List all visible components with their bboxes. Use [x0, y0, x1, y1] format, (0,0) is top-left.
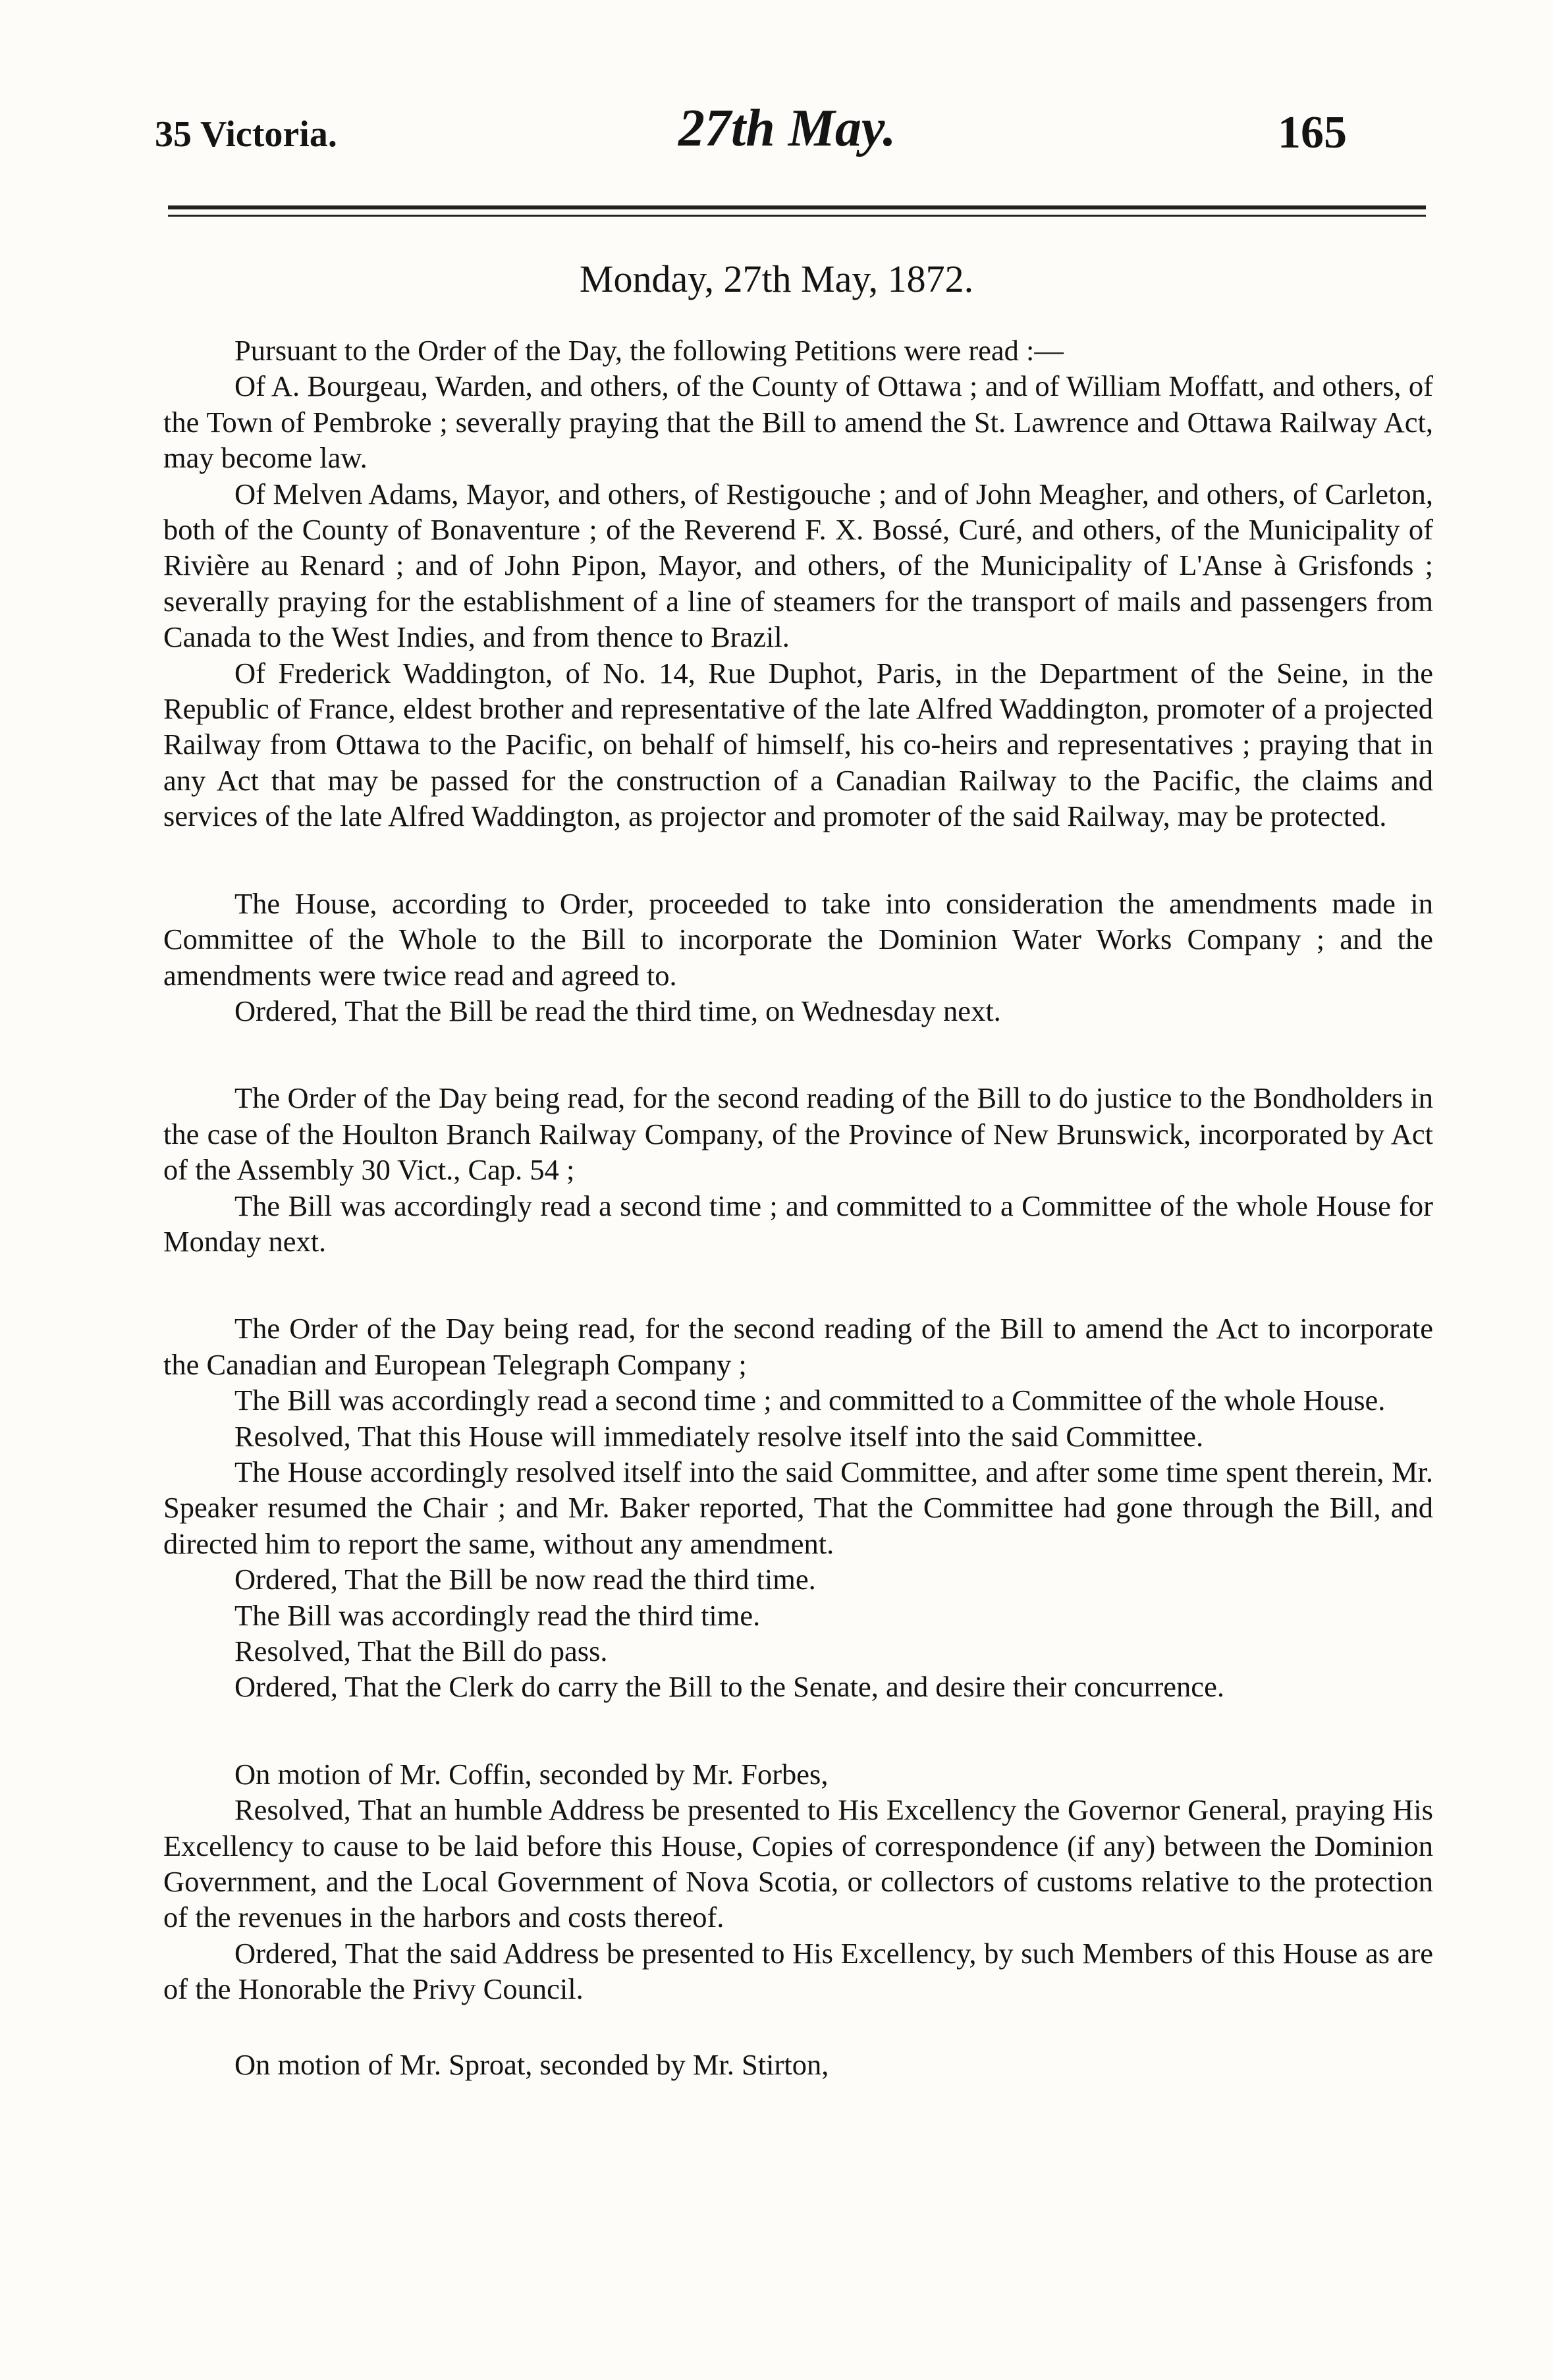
page-number: 165	[1278, 107, 1347, 158]
order-paragraph: Ordered, That the Bill be now read the third time.	[234, 1563, 816, 1596]
proceeding-paragraph: The House accordingly resolved itself into the said Committee, and after some time spent therein, Mr. Speaker resumed the Chair ; and Mr. Baker reported, That the Committee had gone through the Bill, and directed him to report the same, without any amendment.	[163, 1455, 1433, 1560]
proceeding-paragraph: The Bill was accordingly read a second time ; and committed to a Committee of the whole House for Monday next.	[163, 1189, 1433, 1258]
petitions-intro: Pursuant to the Order of the Day, the following Petitions were read :—	[234, 334, 1064, 367]
petition-paragraph: Of A. Bourgeau, Warden, and others, of the County of Ottawa ; and of William Moffatt, and others, of the Town of Pembroke ; severally praying that the Bill to amend the St. Lawrence and Ottawa Railway Act, may become law.	[163, 369, 1433, 475]
header-rule-thin	[168, 215, 1426, 217]
motion-paragraph: On motion of Mr. Coffin, seconded by Mr. Forbes,	[234, 1757, 829, 1791]
petition-paragraph: Of Frederick Waddington, of No. 14, Rue Duphot, Paris, in the Department of the Seine, in the Republic of France, eldest brother and representative of the late Alfred Waddington, promoter of a projected Railway from Ottawa to the Pacific, on behalf of himself, his co-heirs and representatives ; praying that in any Act that may be passed for the construction of a Canadian Railway to the Pacific, the claims and services of the late Alfred Waddington, as projector and promoter of the said Railway, may be protected.	[163, 656, 1433, 833]
header-rule	[168, 205, 1426, 209]
journal-body	[163, 333, 1433, 2082]
proceeding-paragraph: The Bill was accordingly read the third time.	[234, 1598, 761, 1632]
resolution-paragraph: Resolved, That this House will immediately resolve itself into the said Committee.	[234, 1419, 1204, 1453]
regnal-year: 35 Victoria.	[155, 114, 337, 155]
resolution-paragraph: Resolved, That the Bill do pass.	[234, 1635, 608, 1667]
resolution-paragraph: Resolved, That an humble Address be presented to His Excellency the Governor General, praying His Excellency to cause to be laid before this House, Copies of correspondence (if any) between the Dominion Government, and the Local Government of Nova Scotia, or collectors of customs relative to the protection of the revenues in the harbors and costs thereof.	[163, 1793, 1433, 1934]
proceeding-paragraph: The Order of the Day being read, for the second reading of the Bill to amend the Act to incorporate the Canadian and European Telegraph Company ;	[163, 1312, 1433, 1381]
motion-paragraph: On motion of Mr. Sproat, seconded by Mr. Stirton,	[234, 2047, 829, 2081]
order-paragraph: Ordered, That the Clerk do carry the Bill to the Senate, and desire their concurrence.	[234, 1670, 1224, 1704]
petition-paragraph: Of Melven Adams, Mayor, and others, of Restigouche ; and of John Meagher, and others, of Carleton, both of the County of Bonaventure ; of the Reverend F. X. Bossé, Curé, and others, of the Municipality of Rivière au Renard ; and of John Pipon, Mayor, and others, of the Municipality of L'Anse à Grisfonds ; severally praying for the establishment of a line of steamers for the transport of mails and passengers from Canada to the West Indies, and from thence to Brazil.	[163, 477, 1433, 654]
order-paragraph: Ordered, That the Bill be read the third time, on Wednesday next.	[234, 994, 1001, 1027]
proceeding-paragraph: The Bill was accordingly read a second time ; and committed to a Committee of the whole House.	[234, 1384, 1386, 1417]
proceeding-paragraph: The Order of the Day being read, for the second reading of the Bill to do justice to the Bondholders in the case of the Houlton Branch Railway Company, of the Province of New Brunswick, incorporated by Act of the Assembly 30 Vict., Cap. 54 ;	[163, 1081, 1433, 1187]
proceeding-paragraph: The House, according to Order, proceeded to take into consideration the amendments made in Committee of the Whole to the Bill to incorporate the Dominion Water Works Company ; and the amendments were twice read and agreed to.	[163, 886, 1433, 992]
order-paragraph: Ordered, That the said Address be presented to His Excellency, by such Members of this House as are of the Honorable the Privy Council.	[163, 1936, 1433, 2006]
page-title: Monday, 27th May, 1872.	[579, 257, 974, 300]
running-header	[0, 99, 1553, 165]
header-date: 27th May.	[678, 99, 896, 157]
